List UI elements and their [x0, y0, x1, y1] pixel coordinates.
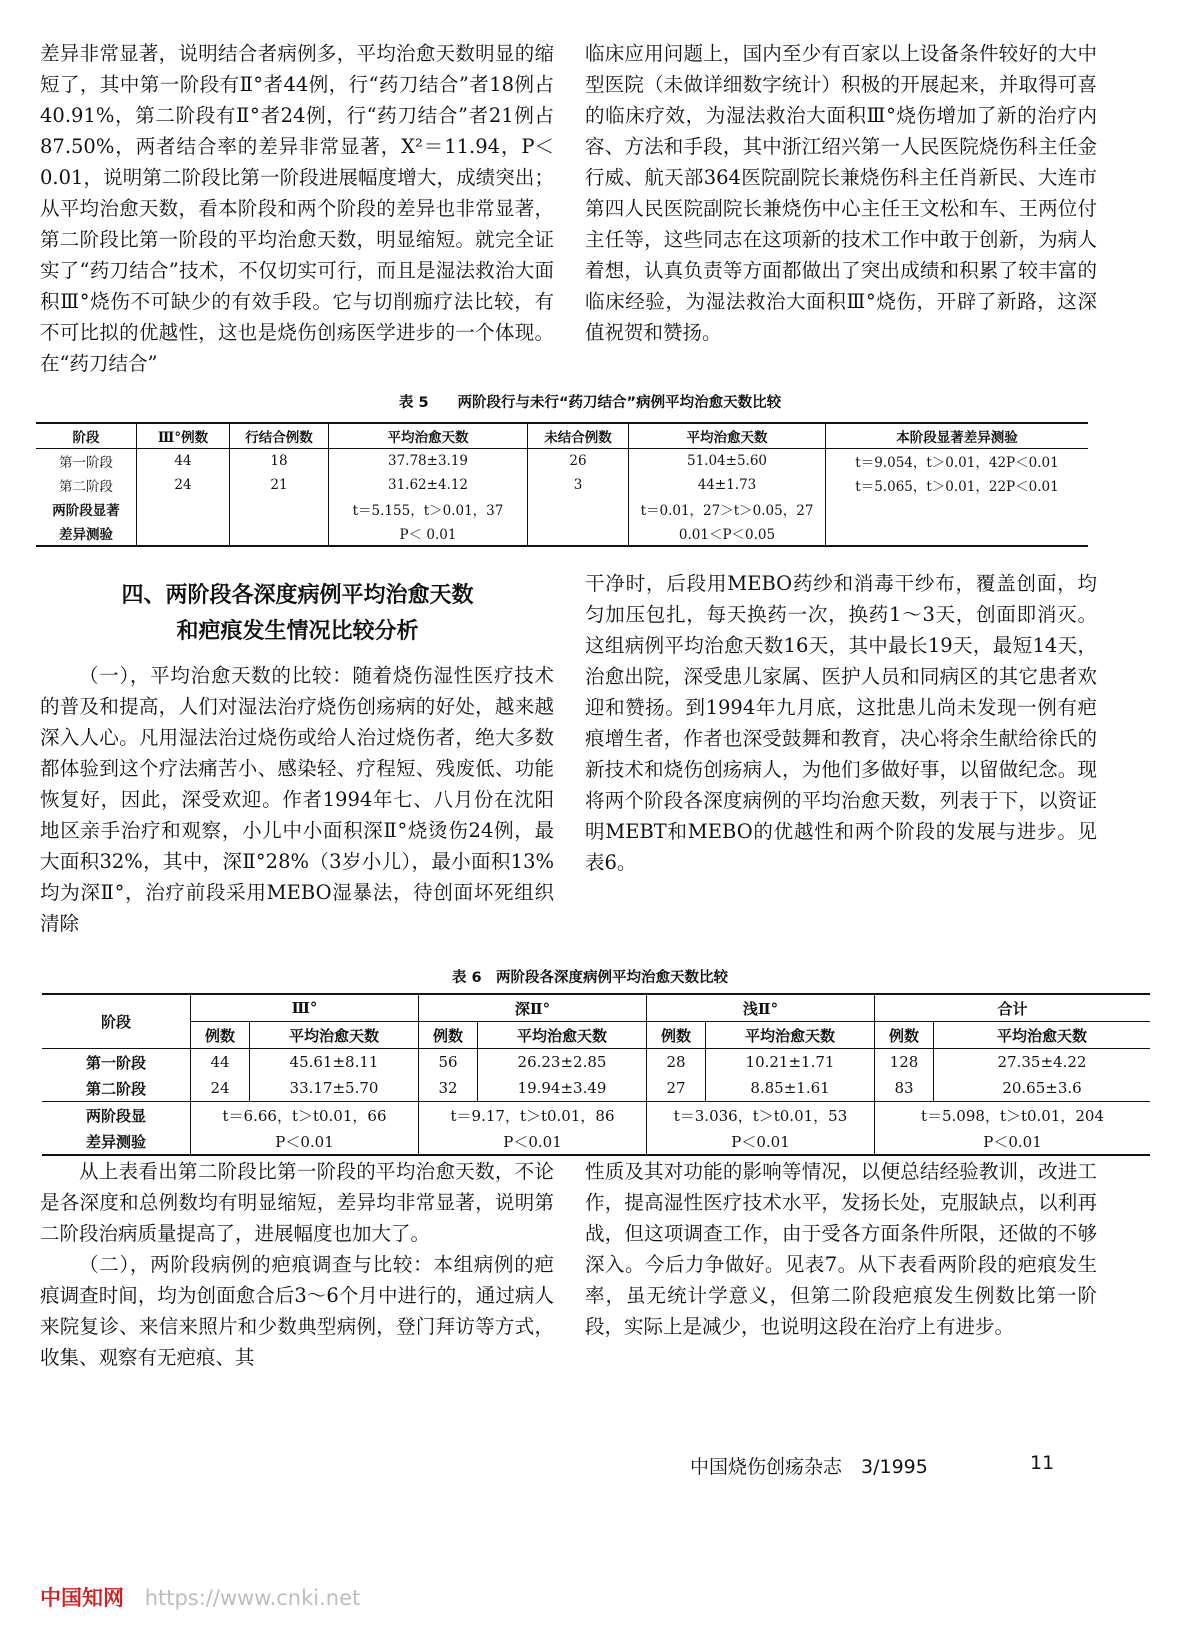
table-cell: 10.21±1.71 — [706, 1049, 875, 1076]
table-cell: P＜0.01 — [983, 1132, 1042, 1151]
table-cell: P＜0.01 — [419, 1128, 647, 1155]
section-heading-line: 和疤痕发生情况比较分析 — [176, 619, 419, 644]
table-row — [42, 1049, 1150, 1076]
table-header: 阶段 — [42, 994, 191, 1049]
table-cell: 第一阶段 — [36, 449, 137, 474]
table-cell: 33.17±5.70 — [250, 1075, 419, 1102]
table-cell: 26.23±2.85 — [478, 1049, 647, 1076]
table-cell: 19.94±3.49 — [478, 1075, 647, 1102]
table-cell: 两阶段显 — [42, 1102, 191, 1129]
table-cell: 44 — [191, 1049, 250, 1076]
table-cell: t＝0.01，27＞t＞0.05，27 — [629, 497, 826, 521]
table-row — [36, 521, 1088, 546]
table-header: 深Ⅱ° — [419, 994, 647, 1022]
table-cell: 44 — [137, 449, 230, 474]
table-cell: 第二阶段 — [42, 1075, 191, 1102]
table-cell: 51.04±5.60 — [629, 449, 826, 474]
table-header: 平均治愈天数 — [329, 423, 528, 449]
table-cell: 第一阶段 — [42, 1049, 191, 1076]
table-cell: 差异测验 — [42, 1128, 191, 1155]
top-right-column — [585, 38, 1097, 348]
table-cell: 3 — [528, 473, 629, 497]
table-header: 本阶段显著差异测验 — [826, 423, 1089, 449]
table-cell: t＝3.036，t＞t0.01，53 — [647, 1102, 875, 1129]
table-cell — [230, 497, 329, 521]
table-row — [42, 1102, 1150, 1129]
table-header: 平均治愈天数 — [629, 423, 826, 449]
table-header: 平均治愈天数 — [250, 1022, 419, 1049]
table-cell: t＝6.66，t＞t0.01，66 — [191, 1102, 419, 1129]
paragraph: 从上表看出第二阶段比第一阶段的平均治愈天数，不论是各深度和总例数均有明显缩短，差异均非常显著，说明第二阶段治病质量提高了，进展幅度也加大了。 — [40, 1160, 554, 1245]
table-cell: t＝5.098，t＞t0.01，204 — [920, 1106, 1105, 1125]
table-cell: 44±1.73 — [629, 473, 826, 497]
table-cell: P＜0.01 — [647, 1128, 875, 1155]
journal-footer: 中国烧伤创疡杂志 3/1995 — [690, 1456, 928, 1478]
table-cell — [826, 521, 1089, 546]
table-header: 行结合例数 — [230, 423, 329, 449]
table-cell: 18 — [230, 449, 329, 474]
table-cell: 24 — [137, 473, 230, 497]
paragraph: 差异非常显著，说明结合者病例多，平均治愈天数明显的缩短了，其中第一阶段有Ⅱ°者44例，行“药刀结合”者18例占40.91%，第二阶段有Ⅱ°者24例，行“药刀结合”者21例占87.50%，两者结合率的差异非常显著，X²＝11.94，P＜0.01，说明第二阶段比第一阶段进展幅度增大，成绩突出；从平均治愈天数，看本阶段和两个阶段的差异也非常显著，第二阶段比第一阶段的平均治愈天数，明显缩短。就完全证实了“药刀结合”技术，不仅切实可行，而且是湿法救治大面积Ⅲ°烧伤不可缺少的有效手段。它与切削痂疗法比较，有不可比拟的优越性，这也是烧伤创疡医学进步的一个体现。在“药刀结合” — [40, 42, 554, 375]
page-number: 11 — [1030, 1452, 1055, 1474]
table-cell: 28 — [647, 1049, 706, 1076]
table-cell: P＜0.01 — [191, 1128, 419, 1155]
table-cell: t＝5.155，t＞0.01，37 — [329, 497, 528, 521]
table-cell — [826, 497, 1089, 521]
table-header-row — [42, 994, 1150, 1022]
table-row — [42, 1075, 1150, 1102]
table-cell: 45.61±8.11 — [250, 1049, 419, 1076]
table5-caption: 表 5 两阶段行与未行“药刀结合”病例平均治愈天数比较 — [398, 395, 782, 411]
bottom-right-column — [585, 1156, 1097, 1342]
table-cell: t＝5.065，t＞0.01，22P＜0.01 — [855, 479, 1059, 495]
table5 — [36, 422, 1088, 547]
table-cell: t＝9.054，t＞0.01，42P＜0.01 — [855, 455, 1059, 471]
table-cell — [137, 497, 230, 521]
table-cell: 27.35±4.22 — [997, 1053, 1087, 1071]
paragraph: 临床应用问题上，国内至少有百家以上设备条件较好的大中型医院（未做详细数字统计）积极的开展起来，并取得可喜的临床疗效，为湿法救治大面积Ⅲ°烧伤增加了新的治疗内容、方法和手段，其中浙江绍兴第一人民医院烧伤科主任金行威、航天部364医院副院长兼烧伤科主任肖新民、大连市第四人民医院副院长兼烧伤中心主任王文松和车、王两位付主任等，这些同志在这项新的技术工作中敢于创新，为病人着想，认真负责等方面都做出了突出成绩和积累了较丰富的临床经验，为湿法救治大面积Ⅲ°烧伤，开辟了新路，这深值祝贺和赞扬。 — [585, 42, 1097, 344]
section-heading-line: 四、两阶段各深度病例平均治愈天数 — [121, 583, 474, 608]
table-header-row — [42, 1022, 1150, 1049]
table-header: 例数 — [647, 1022, 706, 1049]
table-cell: 27 — [647, 1075, 706, 1102]
paragraph: 干净时，后段用MEBO药纱和消毒干纱布，覆盖创面，均匀加压包扎，每天换药一次，换药1～3天，创面即消灭。这组病例平均治愈天数16天，其中最长19天，最短14天，治愈出院，深受患儿家属、医护人员和同病区的其它患者欢迎和赞扬。到1994年九月底，这批患儿尚未发现一例有疤痕增生者，作者也深受鼓舞和教育，决心将余生献给徐氏的新技术和烧伤创疡病人，为他们多做好事，以留做纪念。现将两个阶段各深度病例的平均治愈天数，列表于下，以资证明MEBT和MEBO的优越性和两个阶段的发展与进步。见表6。 — [585, 572, 1097, 874]
table-cell: 56 — [419, 1049, 478, 1076]
table-header: 未结合例数 — [528, 423, 629, 449]
table-header: 平均治愈天数 — [934, 1022, 1151, 1049]
table-cell — [230, 521, 329, 546]
mid-right-column — [585, 568, 1097, 878]
table-header-row — [36, 423, 1088, 449]
table-cell: 26 — [528, 449, 629, 474]
table-cell: 8.85±1.61 — [706, 1075, 875, 1102]
paragraph: （一），平均治愈天数的比较：随着烧伤湿性医疗技术的普及和提高，人们对湿法治疗烧伤创疡病的好处，越来越深入人心。凡用湿法治过烧伤或给人治过烧伤者，绝大多数都体验到这个疗法痛苦小、感染轻、疗程短、残废低、功能恢复好，因此，深受欢迎。作者1994年七、八月份在沈阳地区亲手治疗和观察，小儿中小面积深Ⅱ°烧烫伤24例，最大面积32%，其中，深Ⅱ°28%（3岁小儿），最小面积13%均为深Ⅱ°，治疗前段采用MEBO湿暴法，待创面坏死组织清除 — [40, 664, 554, 935]
table-cell: 83 — [875, 1075, 934, 1102]
table-header: 合计 — [875, 994, 1151, 1022]
table-header: 例数 — [419, 1022, 478, 1049]
bottom-left-column — [40, 1156, 554, 1373]
table-cell: 24 — [191, 1075, 250, 1102]
table-row — [36, 473, 1088, 497]
table-cell: 21 — [230, 473, 329, 497]
top-left-column — [40, 38, 554, 379]
table-header: Ⅲ°例数 — [137, 423, 230, 449]
table-cell — [528, 497, 629, 521]
table-cell: 128 — [875, 1049, 934, 1076]
table-cell: 差异测验 — [36, 521, 137, 546]
table-cell: 0.01＜P＜0.05 — [629, 521, 826, 546]
table-cell: 20.65±3.6 — [934, 1075, 1151, 1102]
table-header: Ⅲ° — [191, 994, 419, 1022]
table-cell — [137, 521, 230, 546]
table-cell: P＜ 0.01 — [329, 521, 528, 546]
table-cell: 32 — [419, 1075, 478, 1102]
paragraph: （二），两阶段病例的疤痕调查与比较：本组病例的疤痕调查时间，均为创面愈合后3～6个月中进行的，通过病人来院复诊、来信来照片和少数典型病例，登门拜访等方式，收集、观察有无疤痕、其 — [40, 1253, 554, 1369]
table-header: 例数 — [191, 1022, 250, 1049]
table-header: 平均治愈天数 — [706, 1022, 875, 1049]
mid-left-column — [40, 660, 554, 939]
table-header: 浅Ⅱ° — [647, 994, 875, 1022]
watermark-url: https://www.cnki.net — [144, 1586, 361, 1610]
table-cell: 31.62±4.12 — [329, 473, 528, 497]
table-row — [42, 1128, 1150, 1155]
table-cell: 第二阶段 — [36, 473, 137, 497]
table-row — [36, 497, 1088, 521]
watermark — [40, 1582, 360, 1612]
table6-caption: 表 6 两阶段各深度病例平均治愈天数比较 — [451, 970, 729, 986]
table-cell: 37.78±3.19 — [329, 449, 528, 474]
section-heading — [40, 578, 555, 650]
table-header: 阶段 — [36, 423, 137, 449]
paragraph: 性质及其对功能的影响等情况，以便总结经验教训，改进工作，提高湿性医疗技术水平，发扬长处，克服缺点，以利再战，但这项调查工作，由于受各方面条件所限，还做的不够深入。今后力争做好。见表7。从下表看两阶段的疤痕发生率，虽无统计学意义，但第二阶段疤痕发生例数比第一阶段，实际上是减少，也说明这段在治疗上有进步。 — [585, 1160, 1097, 1338]
watermark-brand: 中国知网 — [40, 1586, 124, 1610]
table-header: 平均治愈天数 — [478, 1022, 647, 1049]
table6 — [42, 993, 1150, 1156]
table-cell — [528, 521, 629, 546]
table-cell: t＝9.17，t＞t0.01，86 — [419, 1102, 647, 1129]
table-header: 例数 — [875, 1022, 934, 1049]
table-cell: 两阶段显著 — [36, 497, 137, 521]
table-row — [36, 449, 1088, 474]
